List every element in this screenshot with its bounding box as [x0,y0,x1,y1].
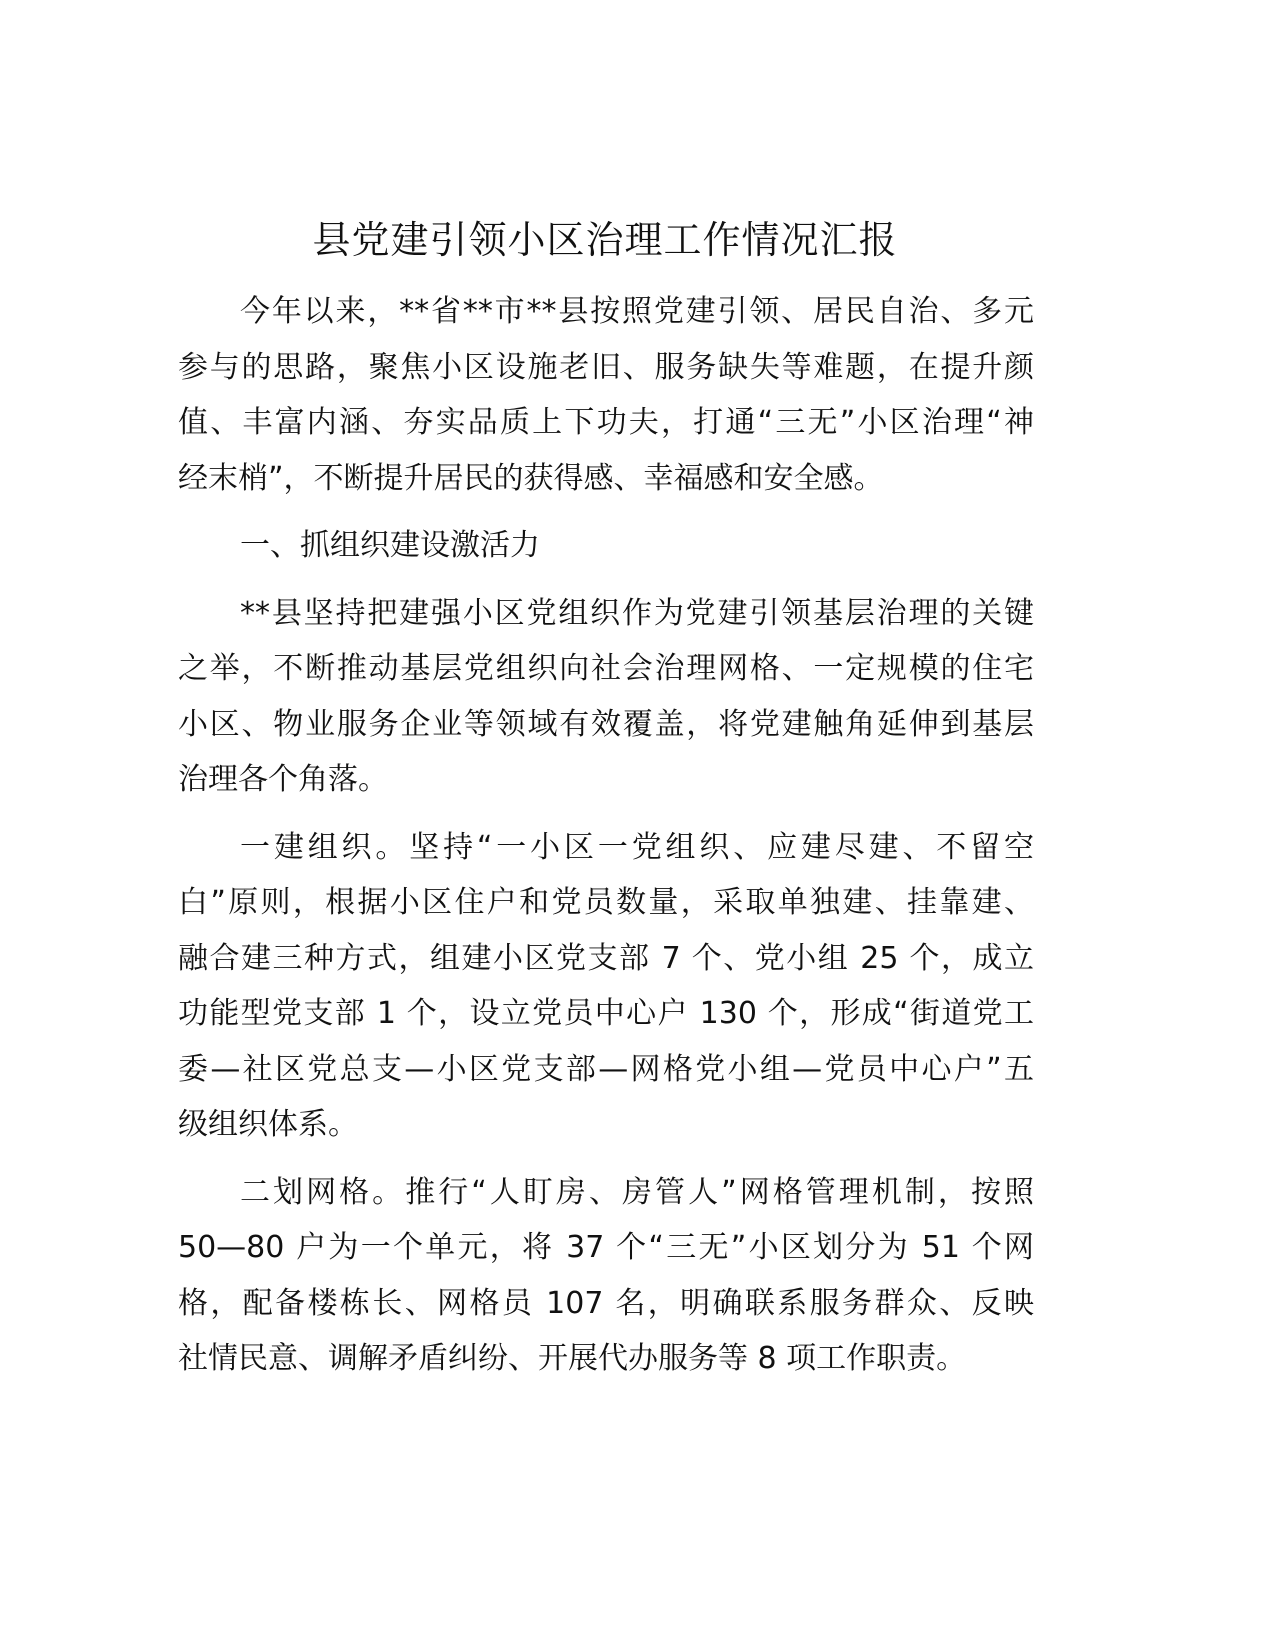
text-line: 一、抓组织建设激活力 [240,528,540,563]
text-line: 融合建三种方式，组建小区党支部 7 个、党小组 25 个，成立 [178,940,1034,976]
text-line: 小区、物业服务企业等领域有效覆盖，将党建触角延伸到基层 [178,706,1034,742]
document-body [178,284,1034,1399]
text-line: 功能型党支部 1 个，设立党员中心户 130 个，形成“街道党工 [178,996,1034,1031]
section-intro-paragraph [178,586,1034,808]
text-line: 白”原则，根据小区住户和党员数量，采取单独建、挂靠建、 [178,885,1034,920]
text-line: 二划网格。推行“人盯房、房管人”网格管理机制，按照 [240,1174,1034,1210]
text-line: 50—80 户为一个单元，将 37 个“三无”小区划分为 51 个网 [178,1230,1034,1265]
grid-division-paragraph [178,1165,1034,1387]
text-line: 今年以来，**省**市**县按照党建引领、居民自治、多元 [240,294,1034,329]
document-title: 县党建引领小区治理工作情况汇报 [312,218,898,262]
intro-paragraph [178,284,1034,506]
text-line: 级组织体系。 [178,1107,358,1142]
build-organization-paragraph [178,820,1034,1153]
text-line: 经末梢”，不断提升居民的获得感、幸福感和安全感。 [178,460,884,496]
text-line: 参与的思路，聚焦小区设施老旧、服务缺失等难题，在提升颜 [178,349,1034,385]
section-heading [178,518,1034,574]
text-line: 值、丰富内涵、夯实品质上下功夫，打通“三无”小区治理“神 [178,405,1034,440]
text-line: 格，配备楼栋长、网格员 107 名，明确联系服务群众、反映 [178,1285,1034,1321]
text-line: 社情民意、调解矛盾纠纷、开展代办服务等 8 项工作职责。 [178,1341,967,1376]
text-line: **县坚持把建强小区党组织作为党建引领基层治理的关键 [240,595,1034,631]
text-line: 委—社区党总支—小区党支部—网格党小组—党员中心户”五 [178,1051,1034,1087]
text-line: 之举，不断推动基层党组织向社会治理网格、一定规模的住宅 [178,651,1034,686]
text-line: 一建组织。坚持“一小区一党组织、应建尽建、不留空 [240,829,1034,865]
text-line: 治理各个角落。 [178,762,388,797]
